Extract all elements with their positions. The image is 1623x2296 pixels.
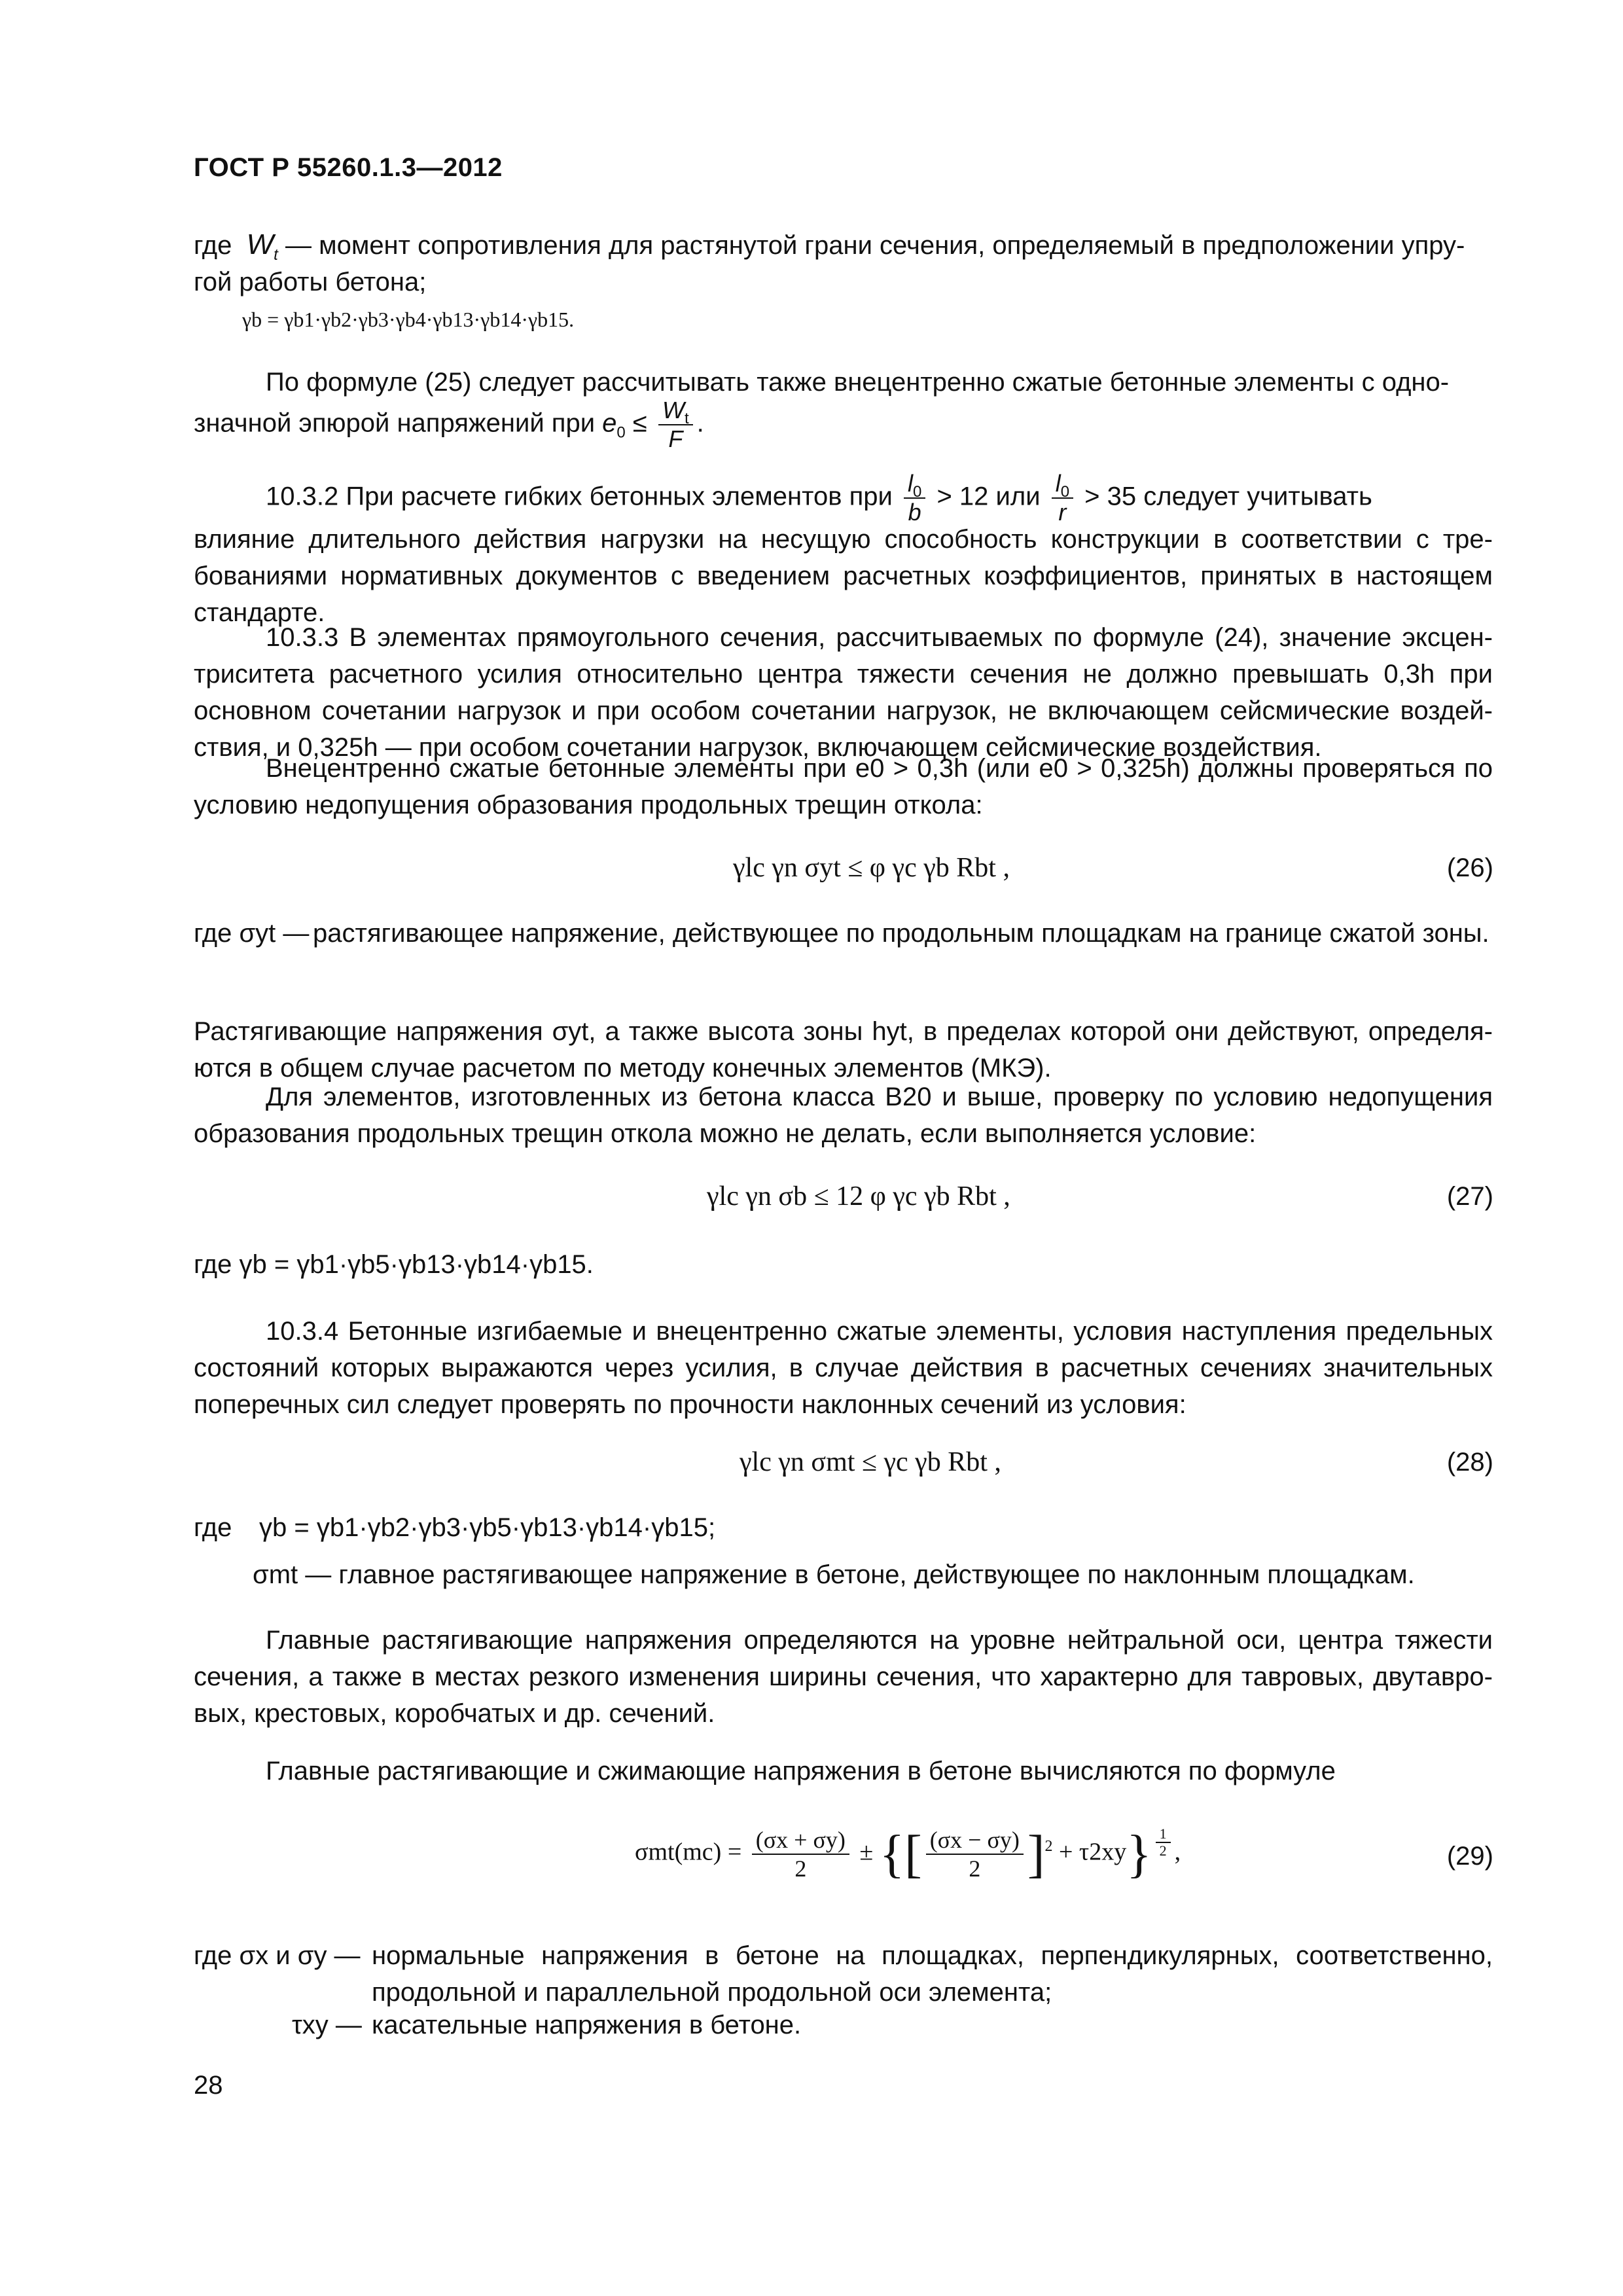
- f29-right-brace: }: [1126, 1825, 1152, 1883]
- f29-exponent: $\frac{1}{2}$: [1156, 1826, 1171, 1859]
- paragraph-10-3-3: 10.3.3 В элементах прямоугольного сечения, рассчитываемых по формуле (24), значение эксцен-триситета расчетного усилия относительно центра тяжести сечения не должно превышать 0,3h при основном сочетании нагрузок и при особом сочетании нагрузок, не включающем сейсмические воздей-ствия, и 0,325h — при особом сочетании нагрузок, включающем сейсмические воздействия.: [194, 623, 1493, 762]
- paragraph-tensile-stresses: Растягивающие напряжения σyt, а также высота зоны hyt, в пределах которой они действуют, определя-ются в общем случае расчетом по методу конечных элементов (МКЭ).: [194, 1017, 1493, 1083]
- symbol-e0-sub: 0: [616, 423, 626, 442]
- f29-tau: + τ2xy: [1059, 1838, 1127, 1866]
- page-number: 28: [194, 2071, 223, 2100]
- gamma-b-product-2: где γb = γb1·γb5·γb13·γb14·γb15.: [194, 1250, 594, 1279]
- fraction-l0-over-b: $\frac{l_0}{b}$: [904, 470, 925, 526]
- le-sign: ≤: [632, 408, 647, 438]
- gamma-b-product-3: γb = γb1·γb2·γb3·γb5·γb13·γb14·γb15;: [259, 1513, 716, 1542]
- formula-27: γlc γn σb ≤ 12 φ γc γb Rbt ,: [707, 1181, 1010, 1211]
- paragraph-10-3-4: 10.3.4 Бетонные изгибаемые и внецентренно сжатые элементы, условия наступления предельных состояний которых выражаются через усилия, в случае действия в расчетных сечениях значительных поперечных сил следует проверять по прочности наклонных сечений из условия:: [194, 1317, 1493, 1419]
- f29-square: 2: [1044, 1838, 1053, 1856]
- paragraph-wt-definition: [194, 226, 1493, 300]
- f29-left-bracket: [: [904, 1825, 922, 1883]
- paragraph-formula-25: [194, 364, 1493, 401]
- fraction-l0-over-r: $\frac{l_0}{r}$: [1052, 470, 1073, 526]
- symbol-w: W: [246, 228, 274, 260]
- paragraph-b20-class: Для элементов, изготовленных из бетона класса В20 и выше, проверку по условию недопущения образования продольных трещин откола можно не делать, если выполняется условие:: [194, 1083, 1493, 1148]
- p14-where: где σx и σy —: [194, 1941, 361, 1970]
- p2-line1: По формуле (25) следует рассчитывать также внецентренно сжатые бетонные элементы с одно-: [266, 368, 1450, 397]
- formula-29-number: (29): [1446, 1842, 1493, 1871]
- formula-27-number: (27): [1446, 1182, 1493, 1211]
- document-header: ГОСТ Р 55260.1.3—2012: [194, 153, 503, 182]
- formula-29: σmt(mc) = $\frac{(\sigma x + \sigma y)}{2}$ ± {[ $\frac{(\sigma x - \sigma y)}{2}$ ]$^2$ + τ2xy} $\frac{1}{2}$ ,: [635, 1825, 1181, 1883]
- f29-fraction-sum: $\frac{(\sigma x + \sigma y)}{2}$: [752, 1826, 849, 1882]
- symbol-w-sub: t: [274, 246, 278, 264]
- gamma-b-product-1: γb = γb1·γb2·γb3·γb4·γb13·γb14·γb15.: [242, 308, 575, 331]
- p15-text: касательные напряжения в бетоне.: [372, 2011, 802, 2039]
- paragraph-formula-intro: Главные растягивающие и сжимающие напряжения в бетоне вычисляются по формуле: [266, 1757, 1336, 1785]
- formula-26: γlc γn σyt ≤ φ γc γb Rbt ,: [733, 853, 1010, 883]
- f29-lhs: σmt(mc) =: [635, 1838, 742, 1866]
- f29-left-brace: {: [879, 1825, 905, 1883]
- p6-where: где σyt —: [194, 919, 310, 948]
- p6-text: растягивающее напряжение, действующее по продольным площадкам на границе сжатой зоны.: [313, 919, 1489, 948]
- where-label: где: [194, 231, 232, 260]
- p15-symbol: τxy —: [292, 2011, 362, 2039]
- f29-right-bracket: ]: [1027, 1825, 1045, 1883]
- paragraph-eccentric-compression: Внецентренно сжатые бетонные элементы при e0 > 0,3h (или e0 > 0,325h) должны проверяться по условию недопущения образования продольных трещин откола:: [194, 754, 1493, 819]
- symbol-e0: e: [602, 408, 617, 438]
- p2-line2: значной эпюрой напряжений при: [194, 408, 596, 438]
- p3-line1: 10.3.2 При расчете гибких бетонных элементов при $\frac{l_0}{b}$ > 12 или $\frac{l_0}{r}$ > 35 следует учитывать: [266, 470, 1372, 526]
- formula-28: γlc γn σmt ≤ γc γb Rbt ,: [740, 1447, 1001, 1477]
- formula-28-number: (28): [1446, 1448, 1493, 1477]
- sigma-mt-definition: σmt — главное растягивающее напряжение в бетоне, действующее по наклонным площадкам.: [253, 1560, 1415, 1589]
- p14-text: нормальные напряжения в бетоне на площадках, перпендикулярных, соответственно, продольной и параллельной продольной оси элемента;: [372, 1941, 1493, 2007]
- formula-26-number: (26): [1446, 853, 1493, 882]
- f29-fraction-diff: $\frac{(\sigma x - \sigma y)}{2}$: [926, 1826, 1024, 1882]
- wt-definition-line2: гой работы бетона;: [194, 268, 427, 296]
- paragraph-principal-stresses: Главные растягивающие напряжения определяются на уровне нейтральной оси, центра тяжести сечения, а также в местах резкого изменения ширины сечения, что характерно для тавровых, двутавро-вых, крестовых, коробчатых и др. сечений.: [194, 1626, 1493, 1728]
- fraction-wt-over-f: $\frac{W_t}{F}$: [658, 397, 693, 453]
- p3-rest: влияние длительного действия нагрузки на несущую способность конструкции в соответствии с тре-бованиями нормативных документов с введением расчетных коэффициентов, принятых в настоящем стандарте.: [194, 525, 1493, 627]
- wt-definition-text: — момент сопротивления для растянутой грани сечения, определяемый в предположении упру-: [285, 231, 1465, 260]
- p11-where: где: [194, 1513, 232, 1542]
- f29-plus-minus: ±: [859, 1838, 874, 1866]
- p2-line2-wrap: значной эпюрой напряжений при $e_0$ ≤ $\frac{W_t}{F}$ .: [194, 397, 704, 452]
